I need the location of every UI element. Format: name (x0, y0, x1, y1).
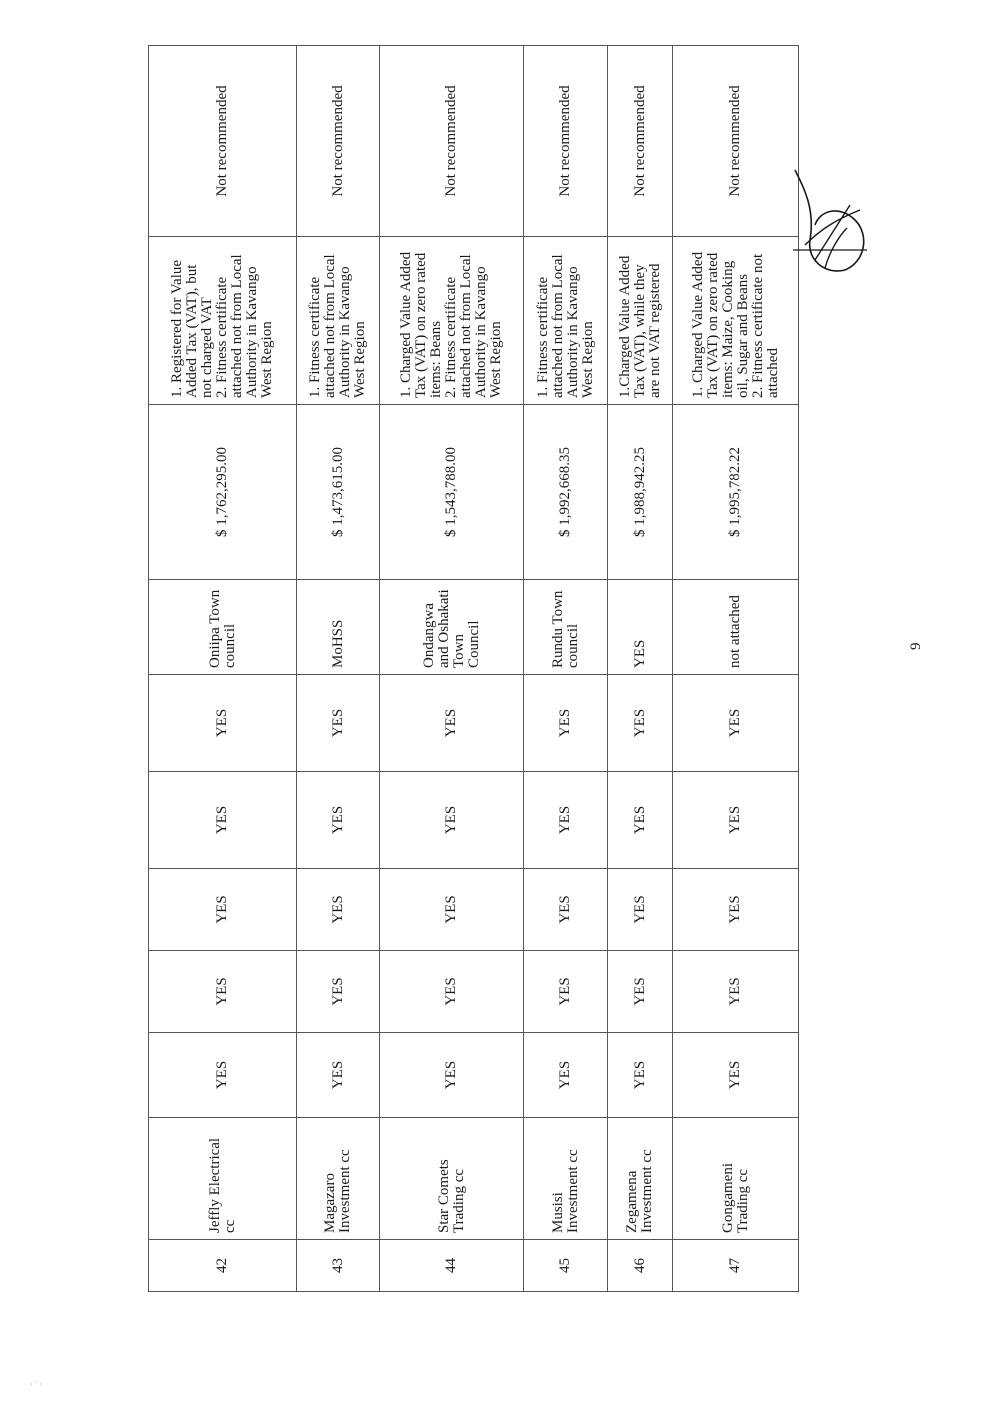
row-number: 44 (380, 1240, 524, 1292)
bidder-name: Magazaro Investment cc (297, 1118, 380, 1240)
criterion-4: YES (149, 772, 297, 869)
row-number: 45 (524, 1240, 608, 1292)
row-number: 42 (149, 1240, 297, 1292)
criterion-2: YES (673, 951, 799, 1033)
bid-amount: $ 1,992,668.35 (524, 405, 608, 580)
bid-amount: $ 1,473,615.00 (297, 405, 380, 580)
table-row (380, 46, 524, 1292)
fitness-certificate-authority: Oniipa Town council (149, 580, 297, 675)
criterion-5: YES (524, 675, 608, 772)
fitness-certificate-authority: MoHSS (297, 580, 380, 675)
remarks (524, 237, 608, 405)
criterion-2: YES (149, 951, 297, 1033)
remark-line: 1. Fitness certificate attached not from Local Authority in Kavango West Region (534, 254, 596, 398)
remarks (149, 237, 297, 405)
recommendation: Not recommended (524, 46, 608, 237)
recommendation: Not recommended (380, 46, 524, 237)
bidder-name: Star Comets Trading cc (380, 1118, 524, 1240)
remark-line: 1. Fitness certificate attached not from Local Authority in Kavango West Region (307, 254, 368, 398)
recommendation: Not recommended (673, 46, 799, 237)
remark-line: 2. Fitness certificate attached not from Local Authority in Kavango West Region (443, 254, 504, 398)
fitness-certificate-authority: Rundu Town council (524, 580, 608, 675)
criterion-4: YES (380, 772, 524, 869)
criterion-1: YES (673, 1033, 799, 1118)
criterion-3: YES (149, 869, 297, 951)
criterion-3: YES (297, 869, 380, 951)
criterion-3: YES (380, 869, 524, 951)
page-number: 9 (908, 642, 924, 650)
bid-amount: $ 1,762,295.00 (149, 405, 297, 580)
criterion-2: YES (524, 951, 608, 1033)
criterion-4: YES (608, 772, 673, 869)
bid-amount: $ 1,543,788.00 (380, 405, 524, 580)
criterion-1: YES (297, 1033, 380, 1118)
criterion-5: YES (673, 675, 799, 772)
bidder-name: Zegamena Investment cc (608, 1118, 673, 1240)
remark-line: 1. Charged Value Added Tax (VAT) on zero rated items: Beans (398, 251, 444, 398)
remarks (297, 237, 380, 405)
criterion-3: YES (673, 869, 799, 951)
criterion-2: YES (380, 951, 524, 1033)
table-row (524, 46, 608, 1292)
criterion-1: YES (524, 1033, 608, 1118)
evaluation-table (148, 45, 799, 1292)
fitness-certificate-authority: not attached (673, 580, 799, 675)
table-row (673, 46, 799, 1292)
recommendation: Not recommended (149, 46, 297, 237)
bid-amount: $ 1,995,782.22 (673, 405, 799, 580)
remark-line: 1. Registered for Value Added Tax (VAT), but not charged VAT (169, 259, 215, 398)
remark-line: 2. Fitness certificate not attached (749, 253, 781, 398)
table-row (149, 46, 297, 1292)
row-number: 46 (608, 1240, 673, 1292)
criterion-1: YES (608, 1033, 673, 1118)
criterion-3: YES (524, 869, 608, 951)
row-number: 43 (297, 1240, 380, 1292)
criterion-2: YES (608, 951, 673, 1033)
bid-amount: $ 1,988,942.25 (608, 405, 673, 580)
bidder-name: Musisi Investment cc (524, 1118, 608, 1240)
scan-specks: · ˙ · (30, 1380, 42, 1389)
criterion-4: YES (673, 772, 799, 869)
criterion-4: YES (524, 772, 608, 869)
signature-icon (785, 150, 875, 280)
remarks (673, 237, 799, 405)
rotated-page-content (148, 46, 798, 1292)
criterion-3: YES (608, 869, 673, 951)
criterion-5: YES (608, 675, 673, 772)
bidder-name: Gongameni Trading cc (673, 1118, 799, 1240)
fitness-certificate-authority: Ondangwa and Oshakati Town Council (380, 580, 524, 675)
remarks (380, 237, 524, 405)
remark-line: 1. Charged Value Added Tax (VAT) on zero rated items: Maize, Cooking oil, Sugar and Beans (689, 251, 751, 398)
criterion-5: YES (380, 675, 524, 772)
criterion-2: YES (297, 951, 380, 1033)
remark-line: 2. Fitness certificate attached not from Local Authority in Kavango West Region (214, 254, 275, 398)
criterion-5: YES (297, 675, 380, 772)
fitness-certificate-authority: YES (608, 580, 673, 675)
remarks (608, 237, 673, 405)
row-number: 47 (673, 1240, 799, 1292)
criterion-1: YES (380, 1033, 524, 1118)
bidder-name: Jeffly Electrical cc (149, 1118, 297, 1240)
recommendation: Not recommended (608, 46, 673, 237)
recommendation: Not recommended (297, 46, 380, 237)
table-row (297, 46, 380, 1292)
criterion-4: YES (297, 772, 380, 869)
remark-line: 1.Charged Value Added Tax (VAT), while they are not VAT registered (616, 255, 663, 398)
table-row (608, 46, 673, 1292)
criterion-1: YES (149, 1033, 297, 1118)
criterion-5: YES (149, 675, 297, 772)
